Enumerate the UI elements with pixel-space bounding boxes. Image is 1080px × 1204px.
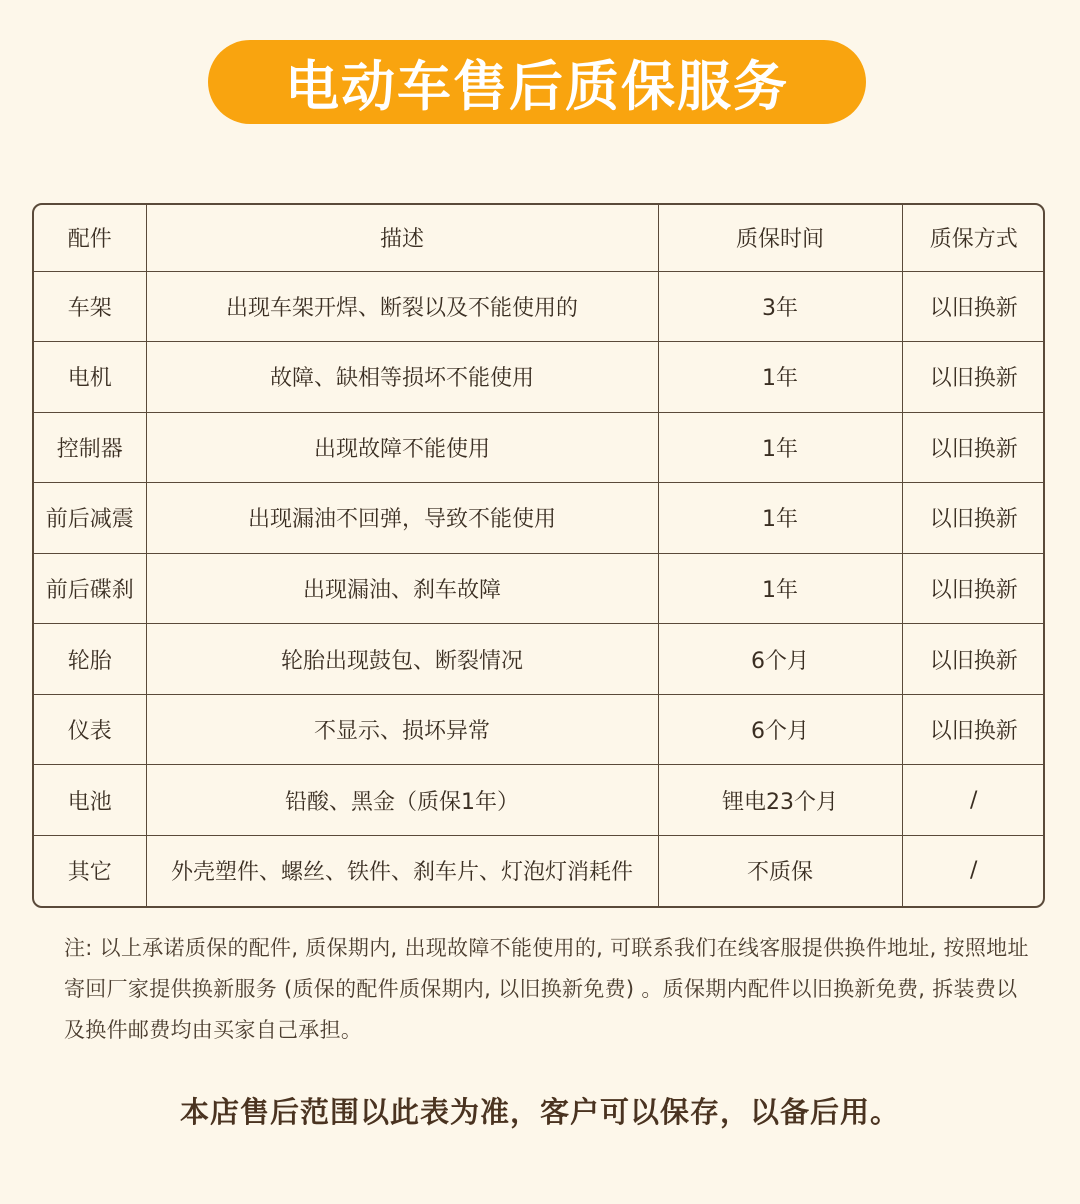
cell-period: 锂电23个月 [658, 765, 902, 836]
cell-period: 1年 [658, 553, 902, 624]
cell-description: 出现故障不能使用 [146, 412, 658, 483]
cell-method: 以旧换新 [902, 271, 1045, 342]
table-row [34, 624, 1045, 695]
cell-part: 轮胎 [34, 624, 146, 695]
cell-period: 不质保 [658, 835, 902, 906]
cell-description: 铅酸、黑金（质保1年） [146, 765, 658, 836]
cell-period: 6个月 [658, 694, 902, 765]
header-warranty-method: 质保方式 [902, 205, 1045, 271]
cell-part: 仪表 [34, 694, 146, 765]
cell-period: 1年 [658, 342, 902, 413]
table-row [34, 765, 1045, 836]
cell-method: 以旧换新 [902, 624, 1045, 695]
title-banner [208, 40, 866, 124]
cell-part: 控制器 [34, 412, 146, 483]
cell-period: 1年 [658, 412, 902, 483]
cell-method: 以旧换新 [902, 483, 1045, 554]
cell-description: 外壳塑件、螺丝、铁件、刹车片、灯泡灯消耗件 [146, 835, 658, 906]
cell-method: 以旧换新 [902, 342, 1045, 413]
cell-description: 出现车架开焊、断裂以及不能使用的 [146, 271, 658, 342]
header-warranty-period: 质保时间 [658, 205, 902, 271]
table-row [34, 553, 1045, 624]
cell-part: 前后减震 [34, 483, 146, 554]
warranty-table [34, 205, 1045, 906]
warranty-table-container [32, 203, 1045, 908]
table-header-row [34, 205, 1045, 271]
table-row [34, 694, 1045, 765]
header-description: 描述 [146, 205, 658, 271]
table-row [34, 342, 1045, 413]
cell-description: 不显示、损坏异常 [146, 694, 658, 765]
cell-period: 1年 [658, 483, 902, 554]
warranty-note: 注: 以上承诺质保的配件, 质保期内, 出现故障不能使用的, 可联系我们在线客服提供换件地址, 按照地址寄回厂家提供换新服务 (质保的配件质保期内, 以旧换新免费) 。质保期内配件以旧换新免费, 拆装费以及换件邮费均由买家自己承担。 [64, 936, 1029, 1042]
table-row [34, 271, 1045, 342]
table-row [34, 412, 1045, 483]
cell-description: 轮胎出现鼓包、断裂情况 [146, 624, 658, 695]
table-row [34, 835, 1045, 906]
cell-part: 其它 [34, 835, 146, 906]
cell-description: 故障、缺相等损坏不能使用 [146, 342, 658, 413]
page-title: 电动车售后质保服务 [285, 54, 789, 118]
cell-method: 以旧换新 [902, 412, 1045, 483]
cell-part: 车架 [34, 271, 146, 342]
cell-method: / [902, 765, 1045, 836]
cell-period: 6个月 [658, 624, 902, 695]
cell-part: 电池 [34, 765, 146, 836]
cell-description: 出现漏油不回弹，导致不能使用 [146, 483, 658, 554]
footer-notice: 本店售后范围以此表为准，客户可以保存，以备后用。 [179, 1095, 900, 1129]
table-row [34, 483, 1045, 554]
header-part: 配件 [34, 205, 146, 271]
cell-description: 出现漏油、刹车故障 [146, 553, 658, 624]
cell-part: 电机 [34, 342, 146, 413]
cell-period: 3年 [658, 271, 902, 342]
cell-method: 以旧换新 [902, 553, 1045, 624]
cell-method: / [902, 835, 1045, 906]
cell-part: 前后碟刹 [34, 553, 146, 624]
cell-method: 以旧换新 [902, 694, 1045, 765]
